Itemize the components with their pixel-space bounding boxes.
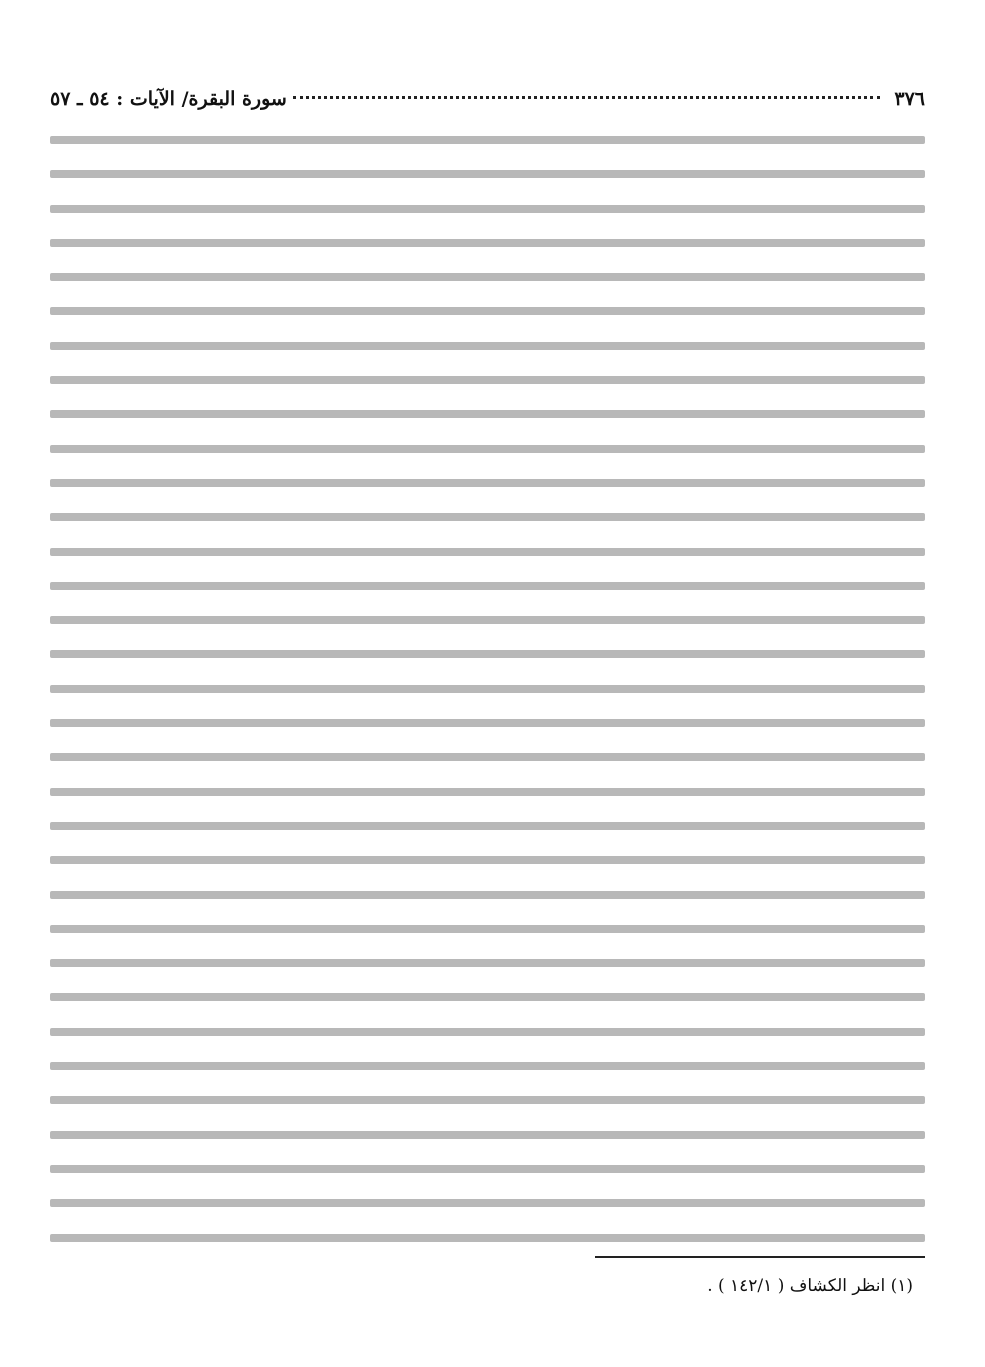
footnote-divider — [595, 1256, 925, 1258]
body-line — [50, 739, 925, 773]
body-line — [50, 1117, 925, 1151]
body-line — [50, 191, 925, 225]
body-line — [50, 396, 925, 430]
body-line — [50, 945, 925, 979]
body-line — [50, 808, 925, 842]
body-line — [50, 1014, 925, 1048]
body-line — [50, 1048, 925, 1082]
body-line — [50, 842, 925, 876]
body-line — [50, 465, 925, 499]
body-line — [50, 259, 925, 293]
page-header — [50, 84, 925, 114]
body-line — [50, 568, 925, 602]
body-line — [50, 534, 925, 568]
header-leader-dots — [293, 94, 881, 99]
body-line — [50, 156, 925, 190]
footnote: (١) انظر الكشاف ( ١٤٢/١ ) . — [707, 1276, 913, 1296]
body-line — [50, 602, 925, 636]
body-line — [50, 979, 925, 1013]
body-line — [50, 122, 925, 156]
body-line — [50, 1151, 925, 1185]
body-line — [50, 911, 925, 945]
body-line — [50, 774, 925, 808]
body-line — [50, 1220, 925, 1254]
body-line — [50, 225, 925, 259]
body-line — [50, 877, 925, 911]
running-title: سورة البقرة/ الآيات : ٥٤ ـ ٥٧ — [50, 88, 287, 110]
body-line — [50, 636, 925, 670]
body-line — [50, 431, 925, 465]
body-line — [50, 671, 925, 705]
body-line — [50, 362, 925, 396]
body-line — [50, 293, 925, 327]
body-line — [50, 328, 925, 362]
body-line — [50, 1185, 925, 1219]
body-line — [50, 705, 925, 739]
page-number: ٣٧٦ — [894, 88, 925, 110]
body-text — [50, 122, 925, 1254]
body-line — [50, 1082, 925, 1116]
body-line — [50, 499, 925, 533]
